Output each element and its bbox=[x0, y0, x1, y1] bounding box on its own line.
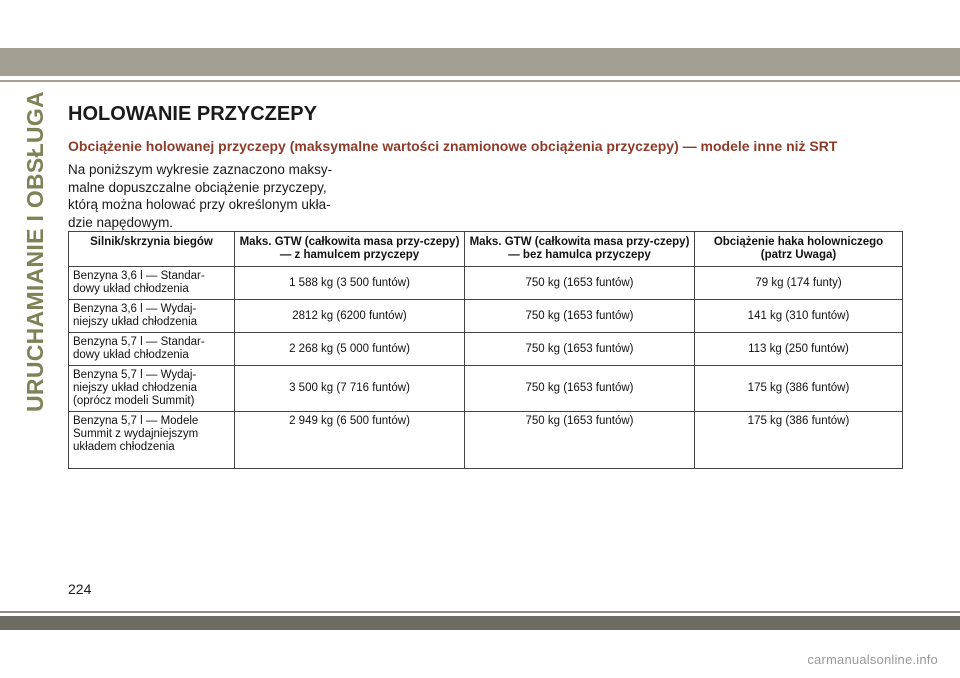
page-number: 224 bbox=[68, 581, 92, 597]
cell-gtw-brake: 1 588 kg (3 500 funtów) bbox=[235, 267, 465, 300]
cell-tongue-weight: 175 kg (386 funtów) bbox=[695, 366, 903, 412]
cell-tongue-weight: 141 kg (310 funtów) bbox=[695, 300, 903, 333]
table-row bbox=[69, 267, 903, 300]
header-rule bbox=[0, 80, 960, 82]
section-subtitle: Obciążenie holowanej przyczepy (maksymalne wartości znamionowe obciążenia przyczepy) — modele inne niż SRT bbox=[68, 138, 838, 154]
table-header-row bbox=[69, 232, 903, 267]
table-row bbox=[69, 333, 903, 366]
cell-gtw-no-brake: 750 kg (1653 funtów) bbox=[465, 267, 695, 300]
table-row bbox=[69, 366, 903, 412]
header-gtw-brake: Maks. GTW (całkowita masa przy-czepy) — z hamulcem przyczepy bbox=[235, 232, 465, 267]
cell-engine: Benzyna 5,7 l — Modele Summit z wydajniejszym układem chłodzenia bbox=[69, 412, 235, 469]
section-side-label: URUCHAMIANIE I OBSŁUGA bbox=[22, 91, 48, 412]
watermark: carmanualsonline.info bbox=[807, 652, 938, 667]
cell-gtw-no-brake: 750 kg (1653 funtów) bbox=[465, 333, 695, 366]
cell-gtw-brake: 3 500 kg (7 716 funtów) bbox=[235, 366, 465, 412]
cell-gtw-brake: 2812 kg (6200 funtów) bbox=[235, 300, 465, 333]
cell-engine: Benzyna 5,7 l — Standar-dowy układ chłodzenia bbox=[69, 333, 235, 366]
table-row bbox=[69, 412, 903, 469]
cell-engine: Benzyna 5,7 l — Wydaj-niejszy układ chłodzenia (oprócz modeli Summit) bbox=[69, 366, 235, 412]
header-tongue-weight: Obciążenie haka holowniczego (patrz Uwaga) bbox=[695, 232, 903, 267]
header-engine: Silnik/skrzynia biegów bbox=[69, 232, 235, 267]
cell-gtw-brake: 2 949 kg (6 500 funtów) bbox=[235, 412, 465, 469]
cell-engine: Benzyna 3,6 l — Wydaj-niejszy układ chłodzenia bbox=[69, 300, 235, 333]
page-title: HOLOWANIE PRZYCZEPY bbox=[68, 103, 317, 125]
cell-gtw-no-brake: 750 kg (1653 funtów) bbox=[465, 412, 695, 469]
table-row bbox=[69, 300, 903, 333]
cell-gtw-no-brake: 750 kg (1653 funtów) bbox=[465, 366, 695, 412]
footer-rule bbox=[0, 611, 960, 613]
footer-band bbox=[0, 616, 960, 630]
cell-engine: Benzyna 3,6 l — Standar-dowy układ chłodzenia bbox=[69, 267, 235, 300]
cell-tongue-weight: 79 kg (174 funty) bbox=[695, 267, 903, 300]
cell-tongue-weight: 175 kg (386 funtów) bbox=[695, 412, 903, 469]
cell-gtw-brake: 2 268 kg (5 000 funtów) bbox=[235, 333, 465, 366]
cell-gtw-no-brake: 750 kg (1653 funtów) bbox=[465, 300, 695, 333]
cell-tongue-weight: 113 kg (250 funtów) bbox=[695, 333, 903, 366]
header-gtw-no-brake: Maks. GTW (całkowita masa przy-czepy) — bez hamulca przyczepy bbox=[465, 232, 695, 267]
header-band bbox=[0, 48, 960, 76]
towing-table bbox=[68, 231, 903, 469]
intro-paragraph: Na poniższym wykresie zaznaczono maksy-malne dopuszczalne obciążenie przyczepy, którą można holować przy określonym ukła-dzie napędowym. bbox=[68, 162, 333, 230]
